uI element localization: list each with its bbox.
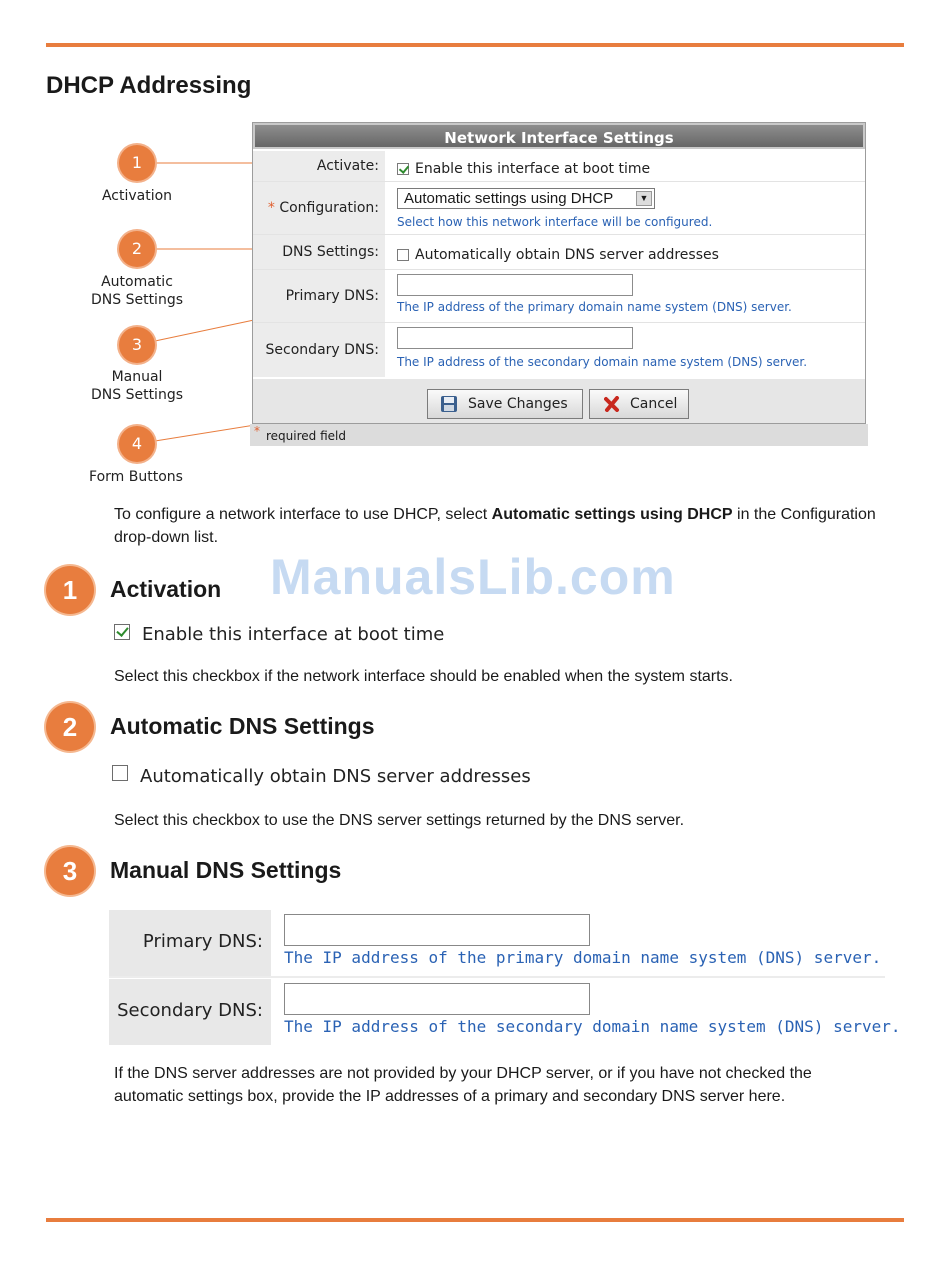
- configuration-label: [253, 182, 385, 234]
- intro-paragraph: [114, 503, 894, 549]
- save-label: Save Changes: [468, 396, 568, 412]
- section-3-title: Manual DNS Settings: [110, 857, 342, 883]
- manual-primary-dns-hint: The IP address of the primary domain name system (DNS) server.: [284, 948, 882, 967]
- manual-primary-dns-label: Primary DNS:: [109, 910, 271, 976]
- activate-label: Activate:: [253, 151, 385, 181]
- required-field-note: [250, 424, 868, 446]
- callout-2: 2: [119, 231, 155, 267]
- floppy-disk-icon: [440, 395, 458, 413]
- cancel-button[interactable]: [589, 389, 689, 419]
- configuration-hint: Select how this network interface will be configured.: [397, 215, 713, 229]
- manual-secondary-dns-input[interactable]: [284, 983, 590, 1015]
- configuration-value: [389, 182, 865, 234]
- callout-4: 4: [119, 426, 155, 462]
- dns-settings-value: [389, 235, 865, 269]
- section-1-checkbox[interactable]: [114, 624, 130, 640]
- section-1-title: Activation: [110, 576, 222, 602]
- section-2-description: Select this checkbox to use the DNS server settings returned by the DNS server.: [114, 812, 685, 829]
- cancel-label: Cancel: [630, 396, 678, 412]
- section-2-checkbox-label: Automatically obtain DNS server addresses: [140, 766, 531, 787]
- settings-panel: [252, 122, 866, 424]
- secondary-dns-value: [389, 323, 865, 377]
- activate-value: [389, 151, 865, 181]
- callout-1: 1: [119, 145, 155, 181]
- close-icon: [604, 396, 620, 412]
- manual-primary-dns-input[interactable]: [284, 914, 590, 946]
- row-dns-settings: [253, 235, 865, 270]
- callout-2-label: [82, 273, 192, 309]
- callout-4-label: Form Buttons: [89, 469, 183, 485]
- required-note-text: required field: [266, 429, 346, 443]
- chevron-down-icon: ▼: [636, 191, 652, 206]
- configuration-selected: Automatic settings using DHCP: [404, 190, 614, 207]
- section-2-checkbox[interactable]: [112, 765, 128, 781]
- save-button[interactable]: [427, 389, 583, 419]
- secondary-dns-label: Secondary DNS:: [253, 323, 385, 377]
- section-3-number: 3: [46, 847, 94, 895]
- required-asterisk: *: [267, 200, 275, 216]
- section-1-number: 1: [46, 566, 94, 614]
- activate-text: Enable this interface at boot time: [415, 160, 651, 177]
- row-activate: [253, 151, 865, 182]
- section-2-number: 2: [46, 703, 94, 751]
- secondary-dns-input[interactable]: [397, 327, 633, 349]
- dns-auto-text: Automatically obtain DNS server addresses: [415, 246, 719, 263]
- network-settings-figure: [250, 120, 868, 446]
- manual-secondary-dns-row: [109, 979, 901, 1045]
- activate-checkbox[interactable]: [397, 163, 409, 175]
- primary-dns-value: [389, 270, 865, 322]
- form-buttons: [253, 379, 865, 423]
- bottom-rule: [46, 1218, 904, 1222]
- watermark: ManualsLib.com: [270, 549, 676, 605]
- intro-text-end: in the Configuration drop-down list.: [114, 506, 876, 546]
- intro-text-bold: Automatic settings using DHCP: [491, 506, 733, 523]
- row-secondary-dns: [253, 323, 865, 377]
- callout-3-label-line2: DNS Settings: [90, 387, 183, 403]
- page-heading: DHCP Addressing: [46, 72, 252, 99]
- section-1-description: Select this checkbox if the network interface should be enabled when the system starts.: [114, 668, 733, 685]
- secondary-dns-hint: The IP address of the secondary domain name system (DNS) server.: [397, 355, 808, 369]
- row-configuration: [253, 182, 865, 235]
- row-primary-dns: [253, 270, 865, 323]
- panel-title: Network Interface Settings: [253, 123, 865, 149]
- required-note-asterisk: *: [254, 424, 260, 438]
- callout-2-label-line2: DNS Settings: [90, 292, 183, 308]
- configuration-select[interactable]: [397, 188, 655, 209]
- manual-primary-dns-row: [109, 910, 885, 978]
- callout-3-label-line1: Manual: [111, 369, 163, 385]
- section-2-title: Automatic DNS Settings: [110, 713, 375, 739]
- dns-settings-label: DNS Settings:: [253, 235, 385, 269]
- callout-2-label-line1: Automatic: [101, 274, 173, 290]
- primary-dns-label: Primary DNS:: [253, 270, 385, 322]
- dns-auto-checkbox[interactable]: [397, 249, 409, 261]
- primary-dns-input[interactable]: [397, 274, 633, 296]
- manual-secondary-dns-label: Secondary DNS:: [109, 979, 271, 1045]
- intro-text-start: To configure a network interface to use DHCP, select: [114, 506, 492, 523]
- callout-3-label: [82, 368, 192, 404]
- callout-1-label: Activation: [101, 188, 173, 204]
- section-3-description: If the DNS server addresses are not provided by your DHCP server, or if you have not checked the automatic settings box, provide the IP addresses of a primary and secondary DNS server here.: [114, 1065, 812, 1105]
- primary-dns-hint: The IP address of the primary domain name system (DNS) server.: [397, 300, 792, 314]
- callout-3: 3: [119, 327, 155, 363]
- manual-secondary-dns-hint: The IP address of the secondary domain name system (DNS) server.: [284, 1017, 901, 1036]
- configuration-label-text: Configuration:: [279, 200, 379, 216]
- section-1-checkbox-label: Enable this interface at boot time: [142, 624, 445, 645]
